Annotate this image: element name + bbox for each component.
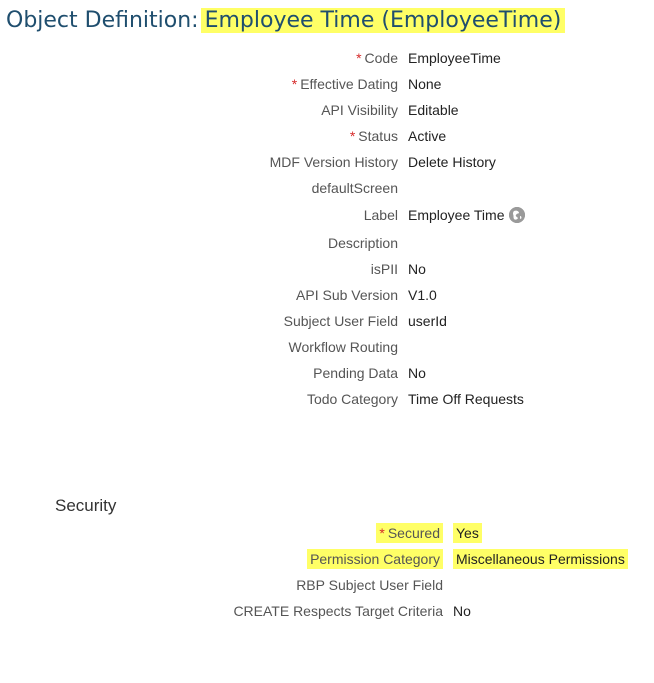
field-value-label <box>408 205 525 225</box>
security-label-rbp-subject-user-field: RBP Subject User Field <box>296 577 443 593</box>
field-label-label: Label <box>363 207 398 223</box>
security-value-secured <box>453 523 482 543</box>
security-label-secured <box>376 523 443 543</box>
field-row-description <box>0 233 654 253</box>
field-value-mdf-version-history: Delete History <box>408 154 496 170</box>
field-row-api-sub-version <box>0 285 654 305</box>
field-row-status <box>0 126 654 146</box>
field-label-is-pii: isPII <box>370 261 398 277</box>
required-marker: * <box>349 128 356 144</box>
security-value-permission-category <box>453 549 628 569</box>
field-label-text: Effective Dating <box>300 76 398 92</box>
required-marker: * <box>379 525 385 541</box>
field-value-api-sub-version: V1.0 <box>408 287 437 303</box>
globe-icon[interactable] <box>509 207 525 223</box>
field-label-status <box>350 126 398 146</box>
field-row-subject-user-field <box>0 311 654 331</box>
security-value-create-respects-target-criteria: No <box>453 603 471 619</box>
field-label-default-screen: defaultScreen <box>311 180 398 196</box>
page-title <box>6 4 565 38</box>
field-row-effective-dating <box>0 74 654 94</box>
field-label-api-sub-version: API Sub Version <box>296 287 398 303</box>
required-marker: * <box>291 76 298 92</box>
security-row-secured <box>0 523 654 543</box>
label-value-text: Employee Time <box>408 207 505 223</box>
field-value-api-visibility: Editable <box>408 102 459 118</box>
field-row-label <box>0 205 654 225</box>
field-label-code <box>356 48 398 68</box>
security-label-permission-category <box>307 549 443 569</box>
field-label-pending-data: Pending Data <box>313 365 398 381</box>
field-value-subject-user-field: userId <box>408 313 447 329</box>
security-section-title: Security <box>55 496 117 515</box>
field-label-text: Permission Category <box>307 549 443 569</box>
field-label-description: Description <box>327 235 398 251</box>
field-label-todo-category: Todo Category <box>306 391 398 407</box>
page-title-prefix: Object Definition: <box>6 8 199 33</box>
field-label-text: Status <box>358 128 398 144</box>
field-label-text: Secured <box>387 525 440 541</box>
field-value-status: Active <box>408 128 447 144</box>
field-row-api-visibility <box>0 100 654 120</box>
field-row-default-screen <box>0 178 654 198</box>
field-value-code: EmployeeTime <box>408 50 501 66</box>
field-value-is-pii: No <box>408 261 426 277</box>
field-label-api-visibility: API Visibility <box>321 102 398 118</box>
security-label-create-respects-target-criteria: CREATE Respects Target Criteria <box>233 603 443 619</box>
field-label-text: Code <box>364 50 398 66</box>
field-value-pending-data: No <box>408 365 426 381</box>
secured-value-text: Yes <box>453 523 482 543</box>
page-title-object-name: Employee Time (EmployeeTime) <box>201 8 566 33</box>
field-row-is-pii <box>0 259 654 279</box>
field-row-todo-category <box>0 389 654 409</box>
field-value-todo-category: Time Off Requests <box>408 391 524 407</box>
field-label-mdf-version-history: MDF Version History <box>269 154 398 170</box>
field-row-pending-data <box>0 363 654 383</box>
permission-category-value-text: Miscellaneous Permissions <box>453 549 628 569</box>
field-row-workflow-routing <box>0 337 654 357</box>
required-marker: * <box>356 50 362 66</box>
field-label-effective-dating <box>292 74 398 94</box>
security-row-permission-category <box>0 549 654 569</box>
field-value-effective-dating: None <box>408 76 442 92</box>
field-label-workflow-routing: Workflow Routing <box>288 339 398 355</box>
security-row-create-respects-target-criteria <box>0 601 654 621</box>
field-row-code <box>0 48 654 68</box>
field-label-subject-user-field: Subject User Field <box>283 313 398 329</box>
security-row-rbp-subject-user-field <box>0 575 654 595</box>
field-row-mdf-version-history <box>0 152 654 172</box>
